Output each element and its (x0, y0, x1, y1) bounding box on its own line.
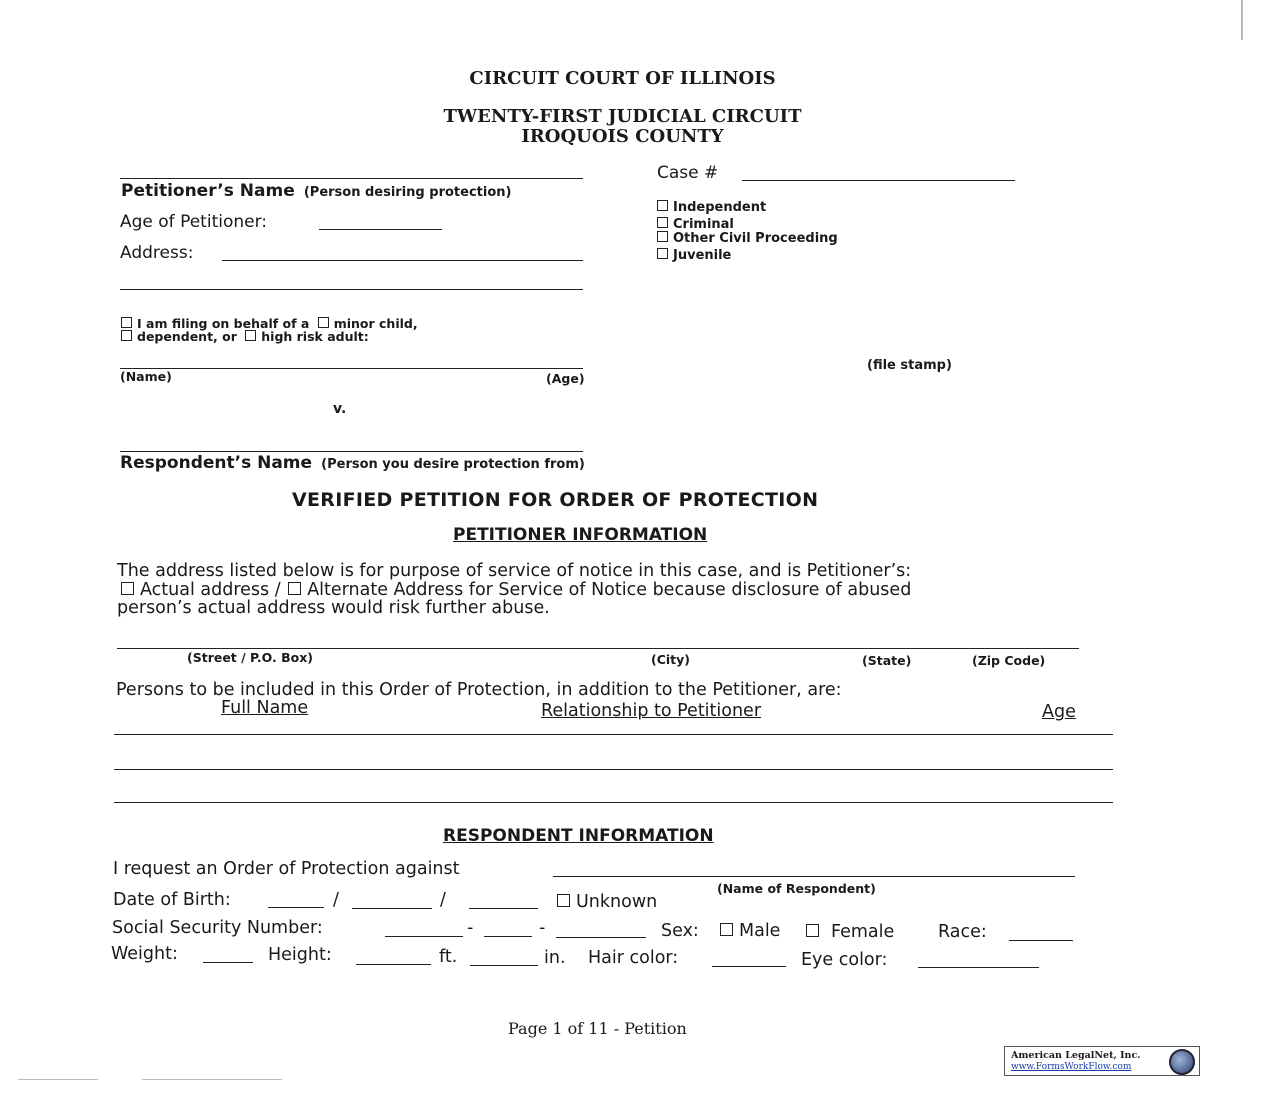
alternate-address-checkbox[interactable] (288, 582, 301, 595)
ssn-part-2[interactable] (484, 936, 532, 937)
street-caption: (Street / P.O. Box) (187, 650, 314, 665)
high-risk-adult-checkbox[interactable] (245, 330, 256, 341)
service-notice-text: The address listed below is for purpose of service of notice in this case, and is Petitioner’s: (117, 561, 912, 581)
respondent-name-field[interactable] (553, 876, 1075, 877)
city-caption: (City) (651, 652, 691, 667)
behalf-line-2: dependent, or high risk adult: (121, 329, 369, 344)
other-civil-checkbox[interactable] (657, 231, 668, 242)
dob-label: Date of Birth: (113, 890, 231, 910)
ft-label: ft. (439, 947, 458, 967)
age-of-petitioner-label: Age of Petitioner: (120, 212, 268, 232)
ssn-part-1[interactable] (385, 936, 463, 937)
hair-color-label: Hair color: (588, 948, 679, 968)
dob-day-field[interactable] (352, 908, 432, 909)
versus: v. (333, 401, 347, 417)
independent-checkbox[interactable] (657, 200, 668, 211)
abuse-risk-text: person’s actual address would risk further abuse. (117, 598, 550, 618)
globe-icon (1169, 1049, 1195, 1075)
juvenile-checkbox[interactable] (657, 248, 668, 259)
sex-label: Sex: (661, 921, 699, 941)
ssn-dash-1: - (467, 918, 474, 938)
age-of-petitioner-field[interactable] (319, 229, 442, 230)
relationship-header: Relationship to Petitioner (541, 701, 762, 721)
criminal-checkbox[interactable] (657, 217, 668, 228)
court-name: CIRCUIT COURT OF ILLINOIS (469, 68, 776, 89)
unknown-dob-checkbox[interactable] (557, 894, 570, 907)
respondent-name-line[interactable] (120, 451, 583, 452)
in-label: in. (544, 948, 566, 968)
vendor-url[interactable]: www.FormsWorkFlow.com (1011, 1062, 1132, 1072)
address-label: Address: (120, 243, 194, 263)
race-label: Race: (938, 922, 987, 942)
respondent-name-label: Respondent’s Name (Person you desire protection from) (120, 453, 585, 473)
case-type-juvenile: Juvenile (657, 248, 731, 263)
petitioner-name-label: Petitioner’s Name (Person desiring protection) (121, 181, 512, 201)
hair-color-field[interactable] (712, 966, 786, 967)
male-checkbox[interactable] (720, 923, 733, 936)
vendor-name: American LegalNet, Inc. (1011, 1050, 1141, 1061)
filing-behalf-checkbox[interactable] (121, 317, 132, 328)
county-name: IROQUOIS COUNTY (521, 126, 724, 147)
scan-speck (1241, 0, 1243, 40)
person-row-3[interactable] (114, 802, 1113, 803)
respondent-info-heading: RESPONDENT INFORMATION (443, 826, 714, 846)
case-type-civil: Other Civil Proceeding (657, 231, 838, 246)
case-type-independent: Independent (657, 200, 766, 215)
ssn-label: Social Security Number: (112, 918, 323, 938)
respondent-name-caption: (Name of Respondent) (717, 881, 876, 896)
judicial-circuit: TWENTY-FIRST JUDICIAL CIRCUIT (443, 106, 802, 127)
race-field[interactable] (1009, 940, 1073, 941)
address-options: Actual address / Alternate Address for Service of Notice because disclosure of abused (119, 580, 911, 600)
height-label: Height: (268, 945, 332, 965)
service-address-field[interactable] (117, 648, 1079, 649)
female-checkbox[interactable] (806, 924, 819, 937)
dependent-checkbox[interactable] (121, 330, 132, 341)
person-row-1[interactable] (114, 734, 1113, 735)
full-name-header: Full Name (221, 698, 309, 718)
eye-color-field[interactable] (918, 967, 1039, 968)
dob-year-field[interactable] (469, 908, 538, 909)
unknown-option: Unknown (555, 892, 657, 912)
page-number: Page 1 of 11 - Petition (508, 1019, 687, 1038)
name-caption: (Name) (120, 369, 172, 384)
sex-male-option: Male (718, 921, 780, 941)
person-row-2[interactable] (114, 769, 1113, 770)
scan-speck (18, 1079, 98, 1080)
eye-color-label: Eye color: (801, 950, 888, 970)
weight-field[interactable] (203, 962, 253, 963)
state-caption: (State) (862, 653, 912, 668)
persons-included-text: Persons to be included in this Order of Protection, in addition to the Petitioner, are: (116, 680, 842, 700)
height-in-field[interactable] (470, 965, 538, 966)
petitioner-info-heading: PETITIONER INFORMATION (453, 525, 708, 545)
dob-slash-2: / (440, 890, 446, 910)
dob-slash-1: / (333, 890, 339, 910)
address-field-2[interactable] (120, 289, 583, 290)
age-caption: (Age) (546, 371, 585, 386)
vendor-badge[interactable] (1004, 1046, 1200, 1076)
file-stamp-label: (file stamp) (867, 358, 952, 373)
address-field-1[interactable] (222, 260, 583, 261)
weight-label: Weight: (111, 944, 178, 964)
behalf-name-line[interactable] (120, 368, 583, 369)
case-number-field[interactable] (742, 180, 1015, 181)
ssn-dash-2: - (539, 918, 546, 938)
zip-caption: (Zip Code) (972, 653, 1046, 668)
actual-address-checkbox[interactable] (121, 582, 134, 595)
petitioner-name-line[interactable] (120, 178, 583, 179)
request-order-label: I request an Order of Protection against (113, 859, 460, 879)
form-title: VERIFIED PETITION FOR ORDER OF PROTECTION (292, 489, 819, 511)
minor-child-checkbox[interactable] (318, 317, 329, 328)
sex-female-option: Female (804, 922, 894, 942)
ssn-part-3[interactable] (556, 937, 646, 938)
case-number-label: Case # (657, 163, 719, 183)
scan-speck (142, 1079, 282, 1080)
case-type-criminal: Criminal (657, 217, 734, 232)
behalf-line-1: I am filing on behalf of a minor child, (121, 316, 418, 331)
age-header: Age (1042, 702, 1076, 722)
dob-month-field[interactable] (268, 907, 324, 908)
height-ft-field[interactable] (356, 964, 431, 965)
